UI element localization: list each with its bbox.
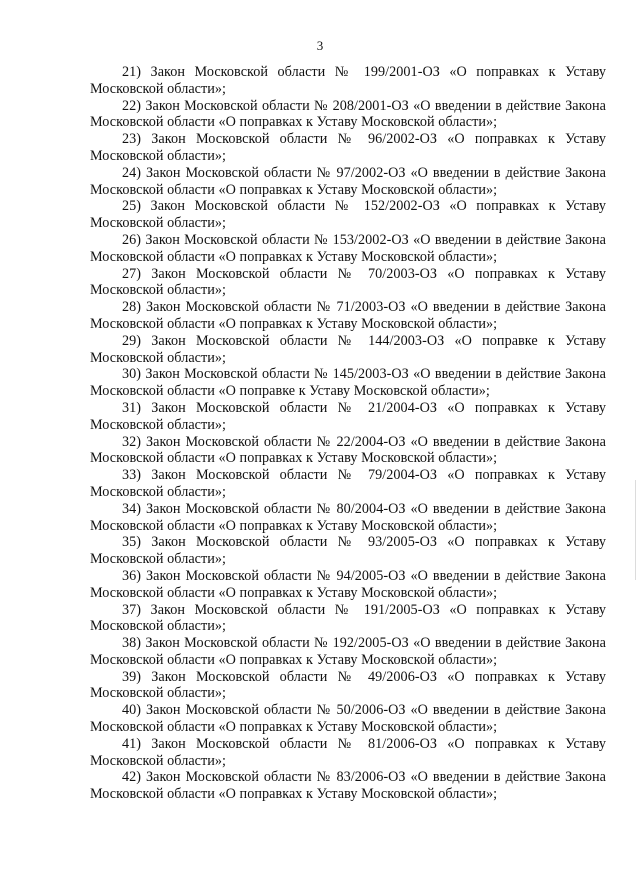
list-item: 34) Закон Московской области № 80/2004-ОЗ «О введении в действие Закона Московской области «О поправках к Уставу Московской области»; [90, 500, 606, 534]
list-item: 39) Закон Московской области № 49/2006-ОЗ «О поправках к Уставу Московской области»; [90, 668, 606, 702]
list-item: 26) Закон Московской области № 153/2002-ОЗ «О введении в действие Закона Московской области «О поправках к Уставу Московской области»; [90, 231, 606, 265]
list-item: 37) Закон Московской области № 191/2005-ОЗ «О поправках к Уставу Московской области»; [90, 601, 606, 635]
list-item: 21) Закон Московской области № 199/2001-ОЗ «О поправках к Уставу Московской области»; [90, 64, 606, 97]
list-item: 36) Закон Московской области № 94/2005-ОЗ «О введении в действие Закона Московской области «О поправках к Уставу Московской области»; [90, 567, 606, 601]
list-item: 27) Закон Московской области № 70/2003-ОЗ «О поправках к Уставу Московской области»; [90, 265, 606, 299]
page-number: 3 [316, 38, 324, 53]
scan-edge-mark [635, 480, 636, 580]
list-item: 23) Закон Московской области № 96/2002-ОЗ «О поправках к Уставу Московской области»; [90, 131, 606, 164]
document-body [90, 64, 606, 803]
list-item: 32) Закон Московской области № 22/2004-ОЗ «О введении в действие Закона Московской области «О поправках к Уставу Московской области»; [90, 433, 606, 467]
list-item: 35) Закон Московской области № 93/2005-ОЗ «О поправках к Уставу Московской области»; [90, 534, 606, 568]
list-item: 30) Закон Московской области № 145/2003-ОЗ «О введении в действие Закона Московской области «О поправке к Уставу Московской области»; [90, 366, 606, 400]
list-item: 40) Закон Московской области № 50/2006-ОЗ «О введении в действие Закона Московской области «О поправках к Уставу Московской области»; [90, 702, 606, 736]
list-item: 31) Закон Московской области № 21/2004-ОЗ «О поправках к Уставу Московской области»; [90, 399, 606, 433]
list-item: 41) Закон Московской области № 81/2006-ОЗ «О поправках к Уставу Московской области»; [90, 735, 606, 769]
list-item: 28) Закон Московской области № 71/2003-ОЗ «О введении в действие Закона Московской области «О поправках к Уставу Московской области»; [90, 299, 606, 332]
list-item: 25) Закон Московской области № 152/2002-ОЗ «О поправках к Уставу Московской области»; [90, 198, 606, 232]
list-item: 22) Закон Московской области № 208/2001-ОЗ «О введении в действие Закона Московской области «О поправках к Уставу Московской области»; [90, 97, 606, 131]
list-item: 42) Закон Московской области № 83/2006-ОЗ «О введении в действие Закона Московской области «О поправках к Уставу Московской области»; [90, 769, 606, 803]
list-item: 29) Закон Московской области № 144/2003-ОЗ «О поправке к Уставу Московской области»; [90, 332, 606, 366]
list-item: 33) Закон Московской области № 79/2004-ОЗ «О поправках к Уставу Московской области»; [90, 467, 606, 500]
list-item: 24) Закон Московской области № 97/2002-ОЗ «О введении в действие Закона Московской области «О поправках к Уставу Московской области»; [90, 164, 606, 198]
list-item: 38) Закон Московской области № 192/2005-ОЗ «О введении в действие Закона Московской области «О поправках к Уставу Московской области»; [90, 635, 606, 668]
